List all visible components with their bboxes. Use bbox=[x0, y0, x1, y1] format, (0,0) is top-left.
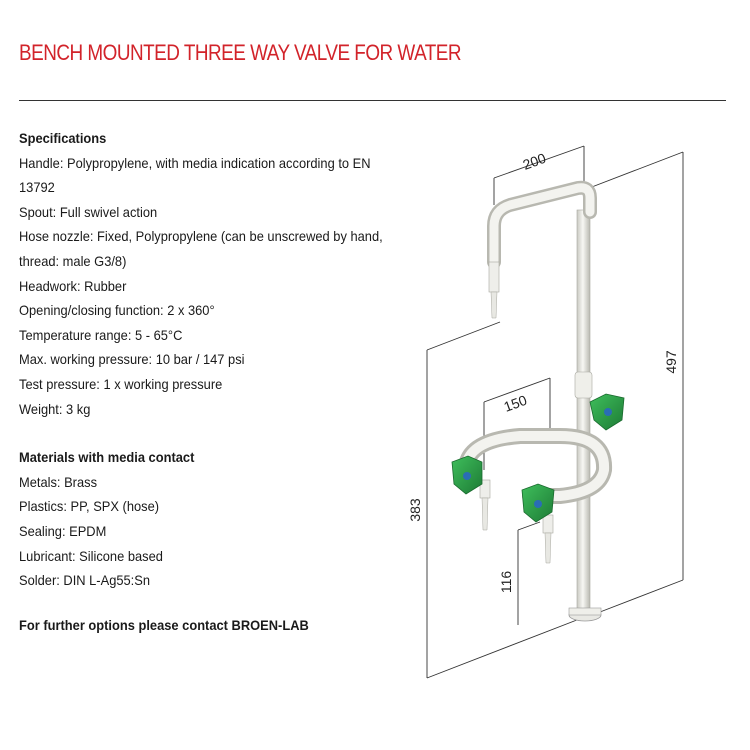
dimension-label-200: 200 bbox=[520, 149, 549, 173]
material-plastics: Plastics: PP, SPX (hose) bbox=[19, 498, 160, 515]
material-metals: Metals: Brass bbox=[19, 473, 98, 490]
dimension-label-150: 150 bbox=[501, 391, 530, 415]
spec-hose-line2: thread: male G3/8) bbox=[19, 252, 127, 269]
dimension-lines bbox=[427, 146, 683, 678]
contact-note: For further options please contact BROEN-LAB bbox=[19, 616, 309, 633]
spacer bbox=[19, 593, 375, 613]
spec-spout: Spout: Full swivel action bbox=[19, 203, 158, 220]
material-solder: Solder: DIN L-Ag55:Sn bbox=[19, 572, 151, 589]
materials-heading: Materials with media contact bbox=[19, 449, 195, 466]
valve-handle-upper bbox=[590, 394, 624, 430]
spec-opening: Opening/closing function: 2 x 360° bbox=[19, 302, 215, 319]
spec-test-pressure: Test pressure: 1 x working pressure bbox=[19, 375, 223, 392]
spec-handle-line1: Handle: Polypropylene, with media indication according to EN bbox=[19, 154, 371, 171]
spacer bbox=[19, 421, 375, 445]
spec-max-pressure: Max. working pressure: 10 bar / 147 psi bbox=[19, 351, 245, 368]
dimension-label-116: 116 bbox=[498, 570, 514, 594]
page-title: BENCH MOUNTED THREE WAY VALVE FOR WATER bbox=[19, 40, 462, 65]
valve-technical-drawing bbox=[390, 130, 740, 690]
dimension-label-383: 383 bbox=[407, 498, 423, 522]
spec-hose-line1: Hose nozzle: Fixed, Polypropylene (can be unscrewed by hand, bbox=[19, 228, 383, 245]
spec-handle-line2: 13792 bbox=[19, 179, 55, 196]
valve-handle-left bbox=[452, 456, 482, 494]
spec-temperature: Temperature range: 5 - 65°C bbox=[19, 326, 183, 343]
spec-weight: Weight: 3 kg bbox=[19, 400, 91, 417]
specifications-section bbox=[19, 126, 383, 637]
title-divider bbox=[19, 100, 726, 101]
material-lubricant: Lubricant: Silicone based bbox=[19, 547, 163, 564]
material-sealing: Sealing: EPDM bbox=[19, 522, 107, 539]
specifications-heading: Specifications bbox=[19, 130, 107, 146]
dimension-label-497: 497 bbox=[663, 350, 679, 374]
spec-headwork: Headwork: Rubber bbox=[19, 277, 127, 294]
